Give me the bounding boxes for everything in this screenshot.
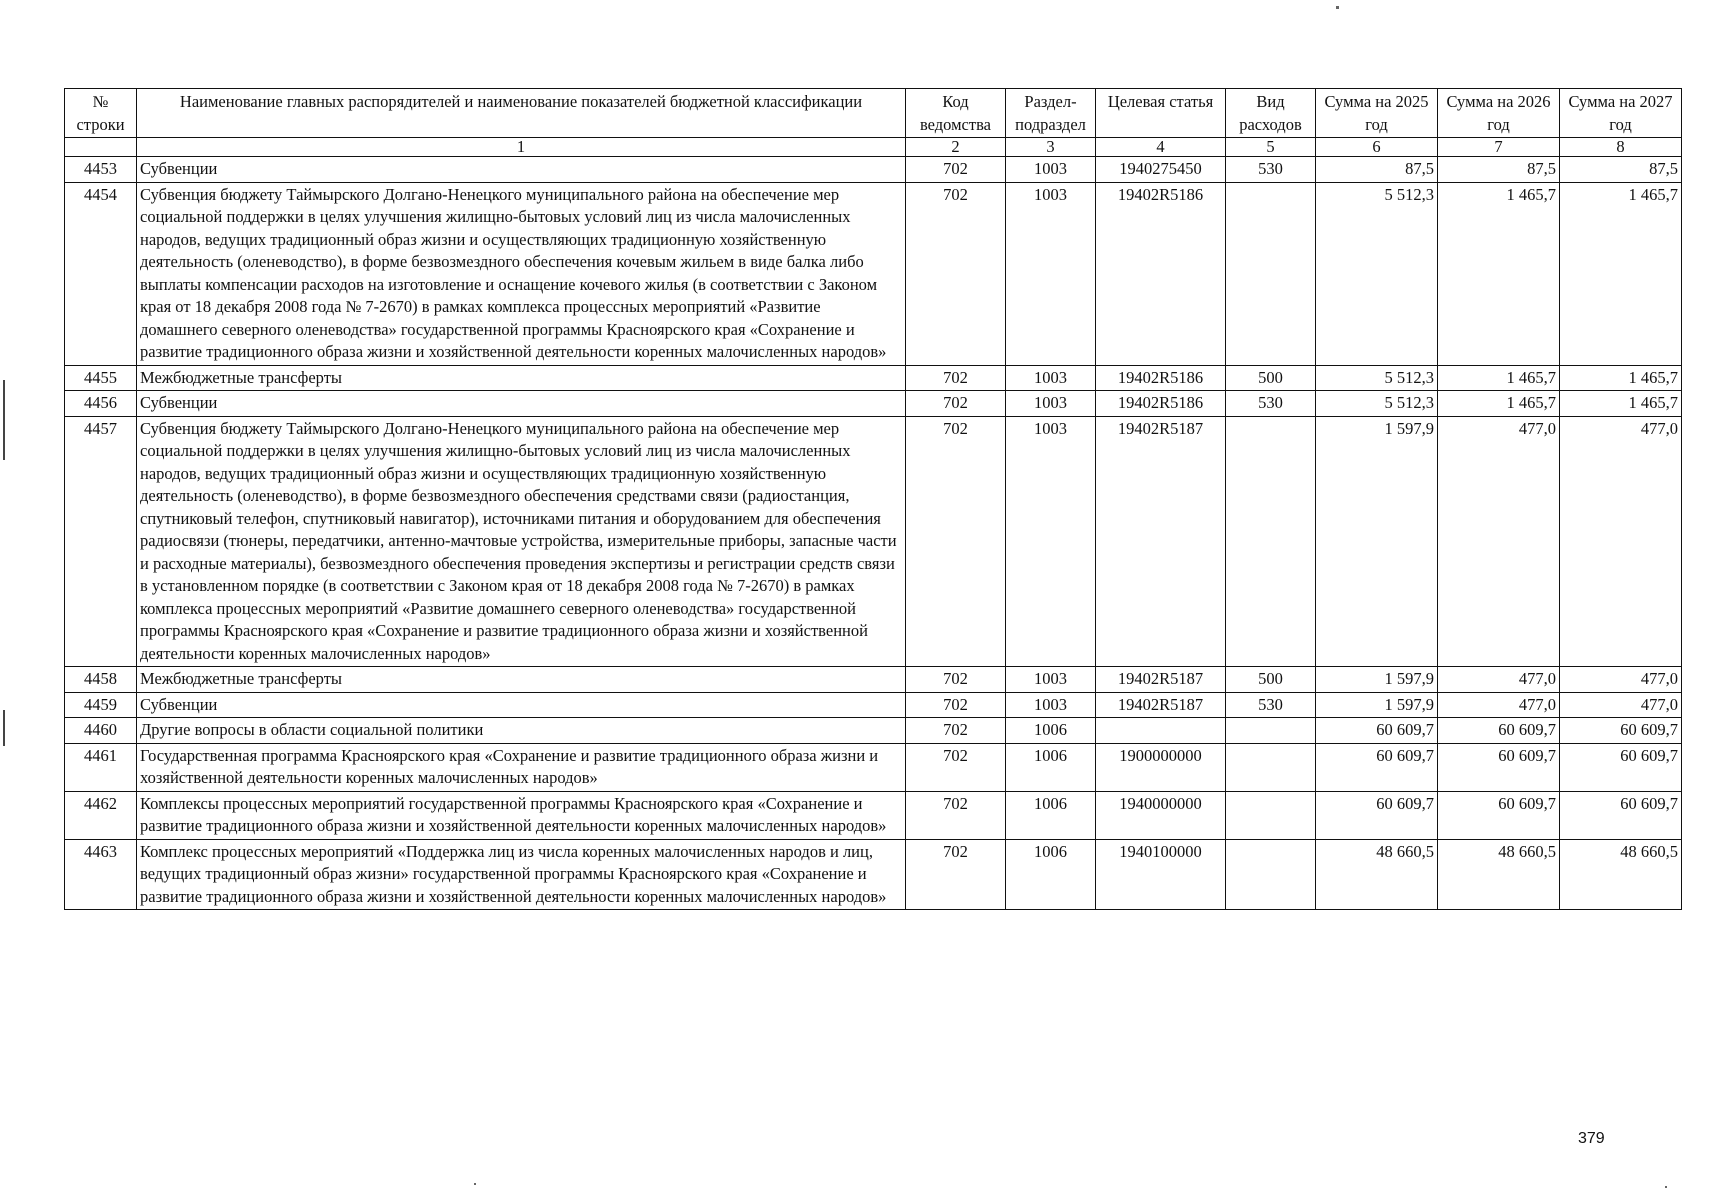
sum-2026: 48 660,5 [1438, 839, 1560, 910]
row-name: Комплекс процессных мероприятий «Поддержка лиц из числа коренных малочисленных народов и лиц, ведущих традиционный образ жизни» государственной программы Красноярского края «Сохранение и развитие традиционного образа жизни и хозяйственной деятельности коренных малочисленных народов» [137, 839, 906, 910]
dept-code: 702 [906, 692, 1006, 718]
header-sum-2027: Сумма на 2027 год [1560, 89, 1682, 138]
row-name: Комплексы процессных мероприятий государственной программы Красноярского края «Сохранение и развитие традиционного образа жизни и хозяйственной деятельности коренных малочисленных народов» [137, 791, 906, 839]
sum-2026: 60 609,7 [1438, 743, 1560, 791]
table-row [65, 718, 1682, 744]
target-article [1096, 718, 1226, 744]
sum-2027: 60 609,7 [1560, 718, 1682, 744]
header-sum-2025: Сумма на 2025 год [1316, 89, 1438, 138]
sum-2027: 1 465,7 [1560, 365, 1682, 391]
sum-2025: 1 597,9 [1316, 692, 1438, 718]
sum-2027: 48 660,5 [1560, 839, 1682, 910]
sum-2027: 60 609,7 [1560, 743, 1682, 791]
header-section: Раздел-подраздел [1006, 89, 1096, 138]
column-number-row [65, 138, 1682, 157]
sum-2026: 477,0 [1438, 416, 1560, 667]
sum-2026: 477,0 [1438, 667, 1560, 693]
row-number: 4454 [65, 182, 137, 365]
header-dept-code: Код ведомства [906, 89, 1006, 138]
row-number: 4455 [65, 365, 137, 391]
budget-table [64, 88, 1682, 910]
dept-code: 702 [906, 791, 1006, 839]
row-number: 4459 [65, 692, 137, 718]
dept-code: 702 [906, 182, 1006, 365]
row-number: 4461 [65, 743, 137, 791]
row-name: Межбюджетные трансферты [137, 365, 906, 391]
table-row [65, 157, 1682, 183]
section-code: 1003 [1006, 365, 1096, 391]
row-name: Межбюджетные трансферты [137, 667, 906, 693]
sum-2025: 60 609,7 [1316, 743, 1438, 791]
row-name: Субвенции [137, 391, 906, 417]
page-number: 379 [1578, 1130, 1605, 1147]
table-row [65, 791, 1682, 839]
row-number: 4462 [65, 791, 137, 839]
row-name: Другие вопросы в области социальной политики [137, 718, 906, 744]
sum-2025: 48 660,5 [1316, 839, 1438, 910]
row-number: 4457 [65, 416, 137, 667]
dept-code: 702 [906, 157, 1006, 183]
sum-2027: 477,0 [1560, 667, 1682, 693]
expense-type [1226, 791, 1316, 839]
target-article: 1940100000 [1096, 839, 1226, 910]
target-article: 19402R5186 [1096, 391, 1226, 417]
sum-2025: 5 512,3 [1316, 365, 1438, 391]
dept-code: 702 [906, 718, 1006, 744]
sum-2026: 477,0 [1438, 692, 1560, 718]
expense-type: 530 [1226, 391, 1316, 417]
expense-type [1226, 182, 1316, 365]
sum-2026: 1 465,7 [1438, 365, 1560, 391]
row-number: 4453 [65, 157, 137, 183]
header-expense-type: Вид расходов [1226, 89, 1316, 138]
section-code: 1003 [1006, 692, 1096, 718]
dept-code: 702 [906, 839, 1006, 910]
section-code: 1003 [1006, 182, 1096, 365]
target-article: 19402R5187 [1096, 692, 1226, 718]
row-name: Субвенции [137, 157, 906, 183]
column-number: 7 [1438, 138, 1560, 157]
scan-speck [474, 1183, 476, 1185]
header-row-number: № строки [65, 89, 137, 138]
header-name: Наименование главных распорядителей и наименование показателей бюджетной классификации [137, 89, 906, 138]
expense-type [1226, 839, 1316, 910]
column-number: 4 [1096, 138, 1226, 157]
row-name: Субвенции [137, 692, 906, 718]
column-number: 8 [1560, 138, 1682, 157]
sum-2025: 1 597,9 [1316, 416, 1438, 667]
row-number: 4456 [65, 391, 137, 417]
dept-code: 702 [906, 391, 1006, 417]
target-article: 1940275450 [1096, 157, 1226, 183]
sum-2025: 5 512,3 [1316, 391, 1438, 417]
row-number: 4463 [65, 839, 137, 910]
scan-edge-mark [3, 380, 5, 460]
scan-speck [1336, 6, 1339, 9]
target-article: 19402R5186 [1096, 365, 1226, 391]
row-name: Субвенция бюджету Таймырского Долгано-Ненецкого муниципального района на обеспечение мер социальной поддержки в целях улучшения жилищно-бытовых условий лиц из числа малочисленных народов, ведущих традиционный образ жизни и осуществляющих традиционную хозяйственную деятельность (оленеводство), в форме безвозмездного обеспечения средствами связи (радиостанция, спутниковый телефон, спутниковый навигатор), источниками питания и оборудованием для обеспечения радиосвязи (тюнеры, передатчики, антенно-мачтовые устройства, измерительные приборы, запасные части и расходные материалы), безвозмездного обеспечения проведения экспертизы и регистрации средств связи в установленном порядке (в соответствии с Законом края от 18 декабря 2008 года № 7-2670) в рамках комплекса процессных мероприятий «Развитие домашнего северного оленеводства» государственной программы Красноярского края «Сохранение и развитие традиционного образа жизни и хозяйственной деятельности коренных малочисленных народов» [137, 416, 906, 667]
section-code: 1003 [1006, 416, 1096, 667]
sum-2027: 1 465,7 [1560, 391, 1682, 417]
sum-2027: 477,0 [1560, 416, 1682, 667]
expense-type: 530 [1226, 692, 1316, 718]
dept-code: 702 [906, 365, 1006, 391]
sum-2025: 87,5 [1316, 157, 1438, 183]
sum-2025: 5 512,3 [1316, 182, 1438, 365]
table-row [65, 182, 1682, 365]
header-target-article: Целевая статья [1096, 89, 1226, 138]
section-code: 1006 [1006, 718, 1096, 744]
row-name: Государственная программа Красноярского края «Сохранение и развитие традиционного образа жизни и хозяйственной деятельности коренных малочисленных народов» [137, 743, 906, 791]
section-code: 1006 [1006, 791, 1096, 839]
table-row [65, 667, 1682, 693]
row-number: 4458 [65, 667, 137, 693]
section-code: 1006 [1006, 839, 1096, 910]
section-code: 1003 [1006, 157, 1096, 183]
row-number: 4460 [65, 718, 137, 744]
expense-type: 500 [1226, 365, 1316, 391]
sum-2027: 477,0 [1560, 692, 1682, 718]
scan-speck [1665, 1186, 1667, 1188]
sum-2026: 60 609,7 [1438, 791, 1560, 839]
column-number: 6 [1316, 138, 1438, 157]
column-number [65, 138, 137, 157]
table-row [65, 391, 1682, 417]
table-row [65, 692, 1682, 718]
column-number: 1 [137, 138, 906, 157]
dept-code: 702 [906, 416, 1006, 667]
sum-2025: 1 597,9 [1316, 667, 1438, 693]
column-number: 2 [906, 138, 1006, 157]
sum-2027: 87,5 [1560, 157, 1682, 183]
header-sum-2026: Сумма на 2026 год [1438, 89, 1560, 138]
section-code: 1006 [1006, 743, 1096, 791]
table-row [65, 743, 1682, 791]
expense-type [1226, 718, 1316, 744]
table-row [65, 839, 1682, 910]
sum-2027: 1 465,7 [1560, 182, 1682, 365]
target-article: 19402R5186 [1096, 182, 1226, 365]
sum-2026: 60 609,7 [1438, 718, 1560, 744]
dept-code: 702 [906, 667, 1006, 693]
sum-2026: 1 465,7 [1438, 391, 1560, 417]
expense-type [1226, 743, 1316, 791]
scan-edge-mark [3, 710, 5, 746]
table-row [65, 416, 1682, 667]
table-row [65, 365, 1682, 391]
dept-code: 702 [906, 743, 1006, 791]
sum-2026: 87,5 [1438, 157, 1560, 183]
target-article: 1940000000 [1096, 791, 1226, 839]
target-article: 19402R5187 [1096, 416, 1226, 667]
column-number: 3 [1006, 138, 1096, 157]
sum-2027: 60 609,7 [1560, 791, 1682, 839]
header-row [65, 89, 1682, 138]
target-article: 1900000000 [1096, 743, 1226, 791]
sum-2025: 60 609,7 [1316, 718, 1438, 744]
section-code: 1003 [1006, 667, 1096, 693]
sum-2025: 60 609,7 [1316, 791, 1438, 839]
column-number: 5 [1226, 138, 1316, 157]
expense-type [1226, 416, 1316, 667]
row-name: Субвенция бюджету Таймырского Долгано-Ненецкого муниципального района на обеспечение мер социальной поддержки в целях улучшения жилищно-бытовых условий лиц из числа малочисленных народов, ведущих традиционный образ жизни и осуществляющих традиционную хозяйственную деятельность (оленеводство), в форме безвозмездного обеспечения кочевым жильем в виде балка либо выплаты компенсации расходов на изготовление и оснащение кочевого жилья (в соответствии с Законом края от 18 декабря 2008 года № 7-2670) в рамках комплекса процессных мероприятий «Развитие домашнего северного оленеводства» государственной программы Красноярского края «Сохранение и развитие традиционного образа жизни и хозяйственной деятельности коренных малочисленных народов» [137, 182, 906, 365]
sum-2026: 1 465,7 [1438, 182, 1560, 365]
target-article: 19402R5187 [1096, 667, 1226, 693]
expense-type: 500 [1226, 667, 1316, 693]
expense-type: 530 [1226, 157, 1316, 183]
section-code: 1003 [1006, 391, 1096, 417]
